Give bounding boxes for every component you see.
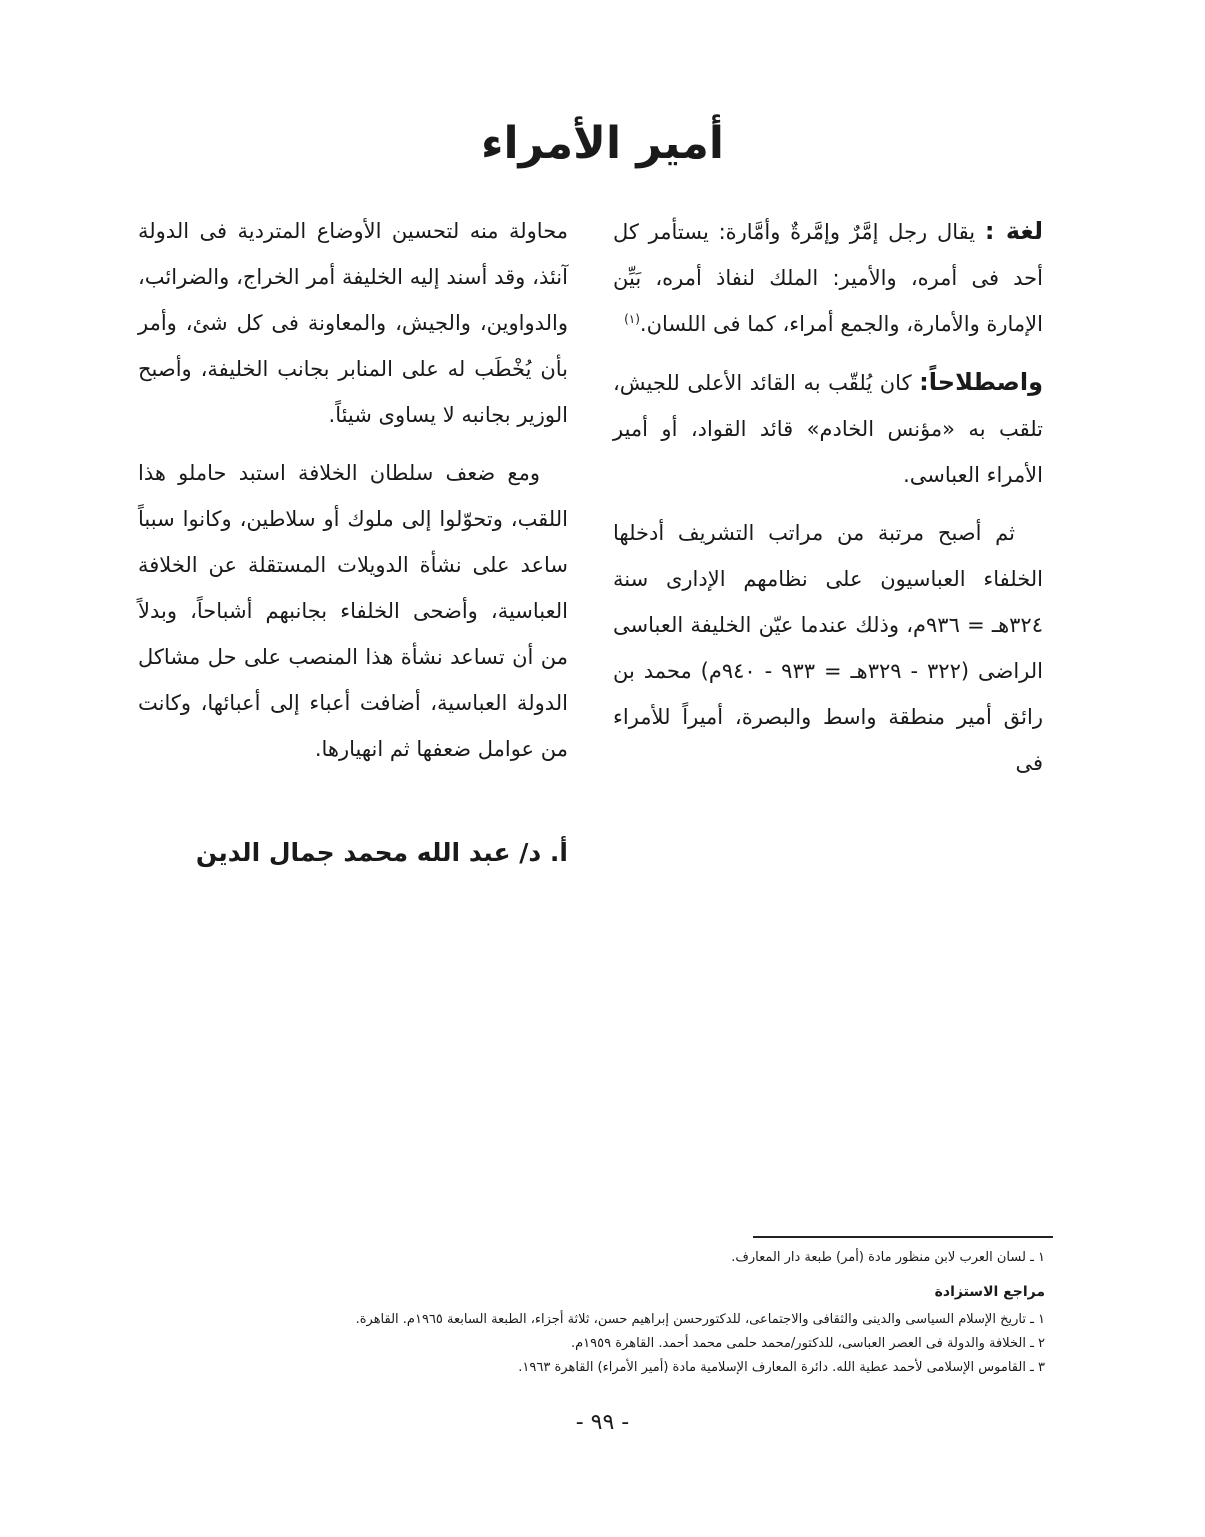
term-technical: واصطلاحاً:: [919, 368, 1043, 396]
author-name: أ. د/ عبد الله محمد جمال الدين: [195, 838, 568, 867]
definition-technical-text: كان يُلقّب به القائد الأعلى للجيش، تلقب به «مؤنس الخادم» قائد القواد، أو أمير الأمراء العباسى.: [613, 371, 1043, 487]
term-linguistic: لغة :: [984, 217, 1043, 245]
paragraph-decline: ومع ضعف سلطان الخلافة استبد حاملو هذا اللقب، وتحوّلوا إلى ملوك أو سلاطين، وكانوا سبباً ساعد على نشأة الدويلات المستقلة عن الخلافة العباسية، وأضحى الخلفاء بجانبهم أشباحاً، وبدلاً من أن تساعد نشأة هذا المنصب على حل مشاكل الدولة العباسية، أضافت أعباء إلى أعبائها، وكانت من عوامل ضعفها ثم انهيارها.: [138, 461, 568, 761]
reference-item: ٣ ـ القاموس الإسلامى لأحمد عطية الله. دائرة المعارف الإسلامية مادة (أمير الأمراء) القاهرة ١٩٦٣.: [518, 1360, 1045, 1375]
paragraph-history: ثم أصبح مرتبة من مراتب التشريف أدخلها الخلفاء العباسيون على نظامهم الإدارى سنة ٣٢٤هـ = ٩٣٦م، وذلك عندما عيّن الخليفة العباسى الراضى (٣٢٢ - ٣٢٩هـ = ٩٣٣ - ٩٤٠م) محمد بن رائق أمير منطقة واسط والبصرة، أميراً للأمراء فى: [613, 521, 1043, 775]
definition-linguistic: [613, 208, 1043, 347]
footnote-reference: (١): [624, 312, 640, 326]
definition-linguistic-text: يقال رجل إمَّرٌ وإمَّرةٌ وأمَّارة: يستأمر كل أحد فى أمره، والأمير: الملك لنفاذ أمره، بَيِّن الإمارة والأمارة، والجمع أمراء، كما فى اللسان.: [613, 220, 1043, 336]
footer-notes: [145, 1246, 1045, 1380]
paragraph-continuation: محاولة منه لتحسين الأوضاع المتردية فى الدولة آنئذ، وقد أسند إليه الخليفة أمر الخراج، والضرائب، والدواوين، والجيش، والمعاونة فى كل شئ، وأمر بأن يُخْطَب له على المنابر بجانب الخليفة، وأصبح الوزير بجانبه لا يساوى شيئاً.: [138, 219, 568, 427]
definition-technical: [613, 359, 1043, 498]
reference-item: ٢ ـ الخلافة والدولة فى العصر العباسى، للدكتور/محمد حلمى محمد أحمد. القاهرة ١٩٥٩م.: [570, 1336, 1045, 1351]
page-title: أمير الأمراء: [480, 118, 724, 169]
page-number: - ٩٩ -: [575, 1410, 630, 1435]
footnote-divider: [753, 1236, 1053, 1238]
right-column: [613, 208, 1043, 798]
reference-item: ١ ـ تاريخ الإسلام السياسى والدينى والثقافى والاجتماعى، للدكتورحسن إبراهيم حسن، ثلاثة أجزاء، الطبعة السابعة ١٩٦٥م. القاهرة.: [355, 1312, 1045, 1327]
references-heading: مراجع الاستزادة: [934, 1284, 1045, 1300]
footnote: ١ ـ لسان العرب لابن منظور مادة (أمر) طبعة دار المعارف.: [731, 1250, 1045, 1265]
left-column: [138, 208, 568, 784]
